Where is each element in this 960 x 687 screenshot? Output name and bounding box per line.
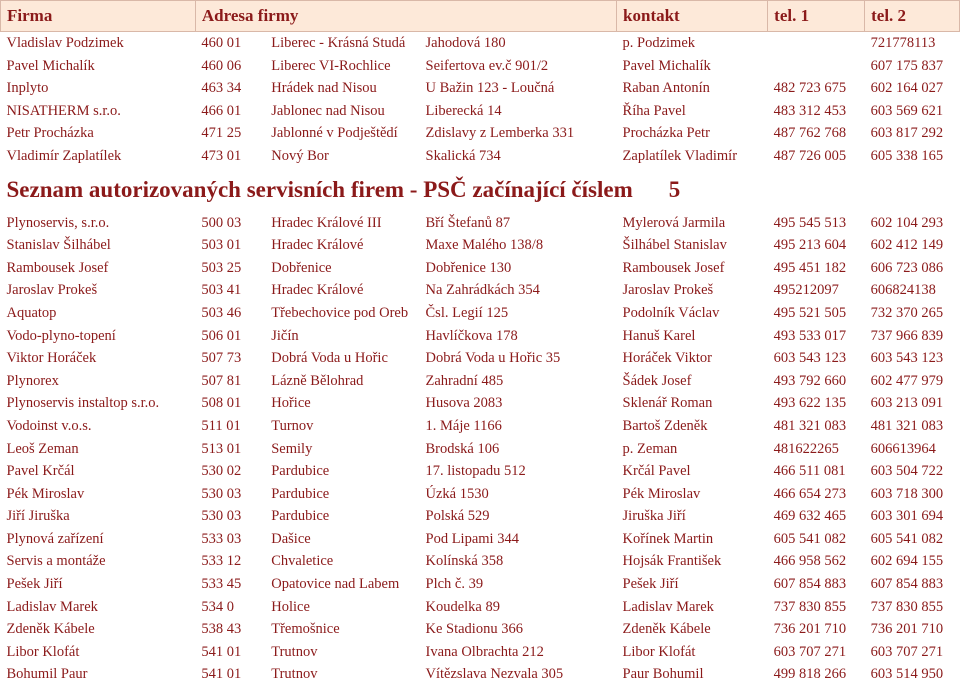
table-row [1,505,960,528]
cell-ulice: Dobrá Voda u Hořic 35 [425,350,561,367]
cell-mesto: Opatovice nad Labem [271,576,400,593]
table-row [1,528,960,551]
table-row [1,302,960,325]
cell-kontakt: Zdeněk Kábele [622,621,711,638]
cell-tel2: 606824138 [870,282,936,299]
cell-firma: Jaroslav Prokeš [6,282,98,299]
table-row [1,212,960,235]
cell-kontakt: Hanuš Karel [622,327,696,344]
cell-tel2: 603 569 621 [870,102,944,119]
cell-firma: Plynoservis, s.r.o. [6,214,110,231]
cell-ulice: Husova 2083 [425,395,503,412]
table-row [1,550,960,573]
header-tel2: tel. 2 [865,1,960,32]
cell-psc: 530 03 [201,508,242,525]
cell-psc: 503 41 [201,282,242,299]
section-heading [1,168,960,212]
section-title: Seznam autorizovaných servisních firem - PSČ začínající číslem [6,176,633,202]
cell-psc: 538 43 [201,621,242,638]
cell-tel1: 499 818 266 [773,666,847,683]
cell-firma: NISATHERM s.r.o. [6,102,121,119]
cell-ulice: Brodská 106 [425,440,500,457]
cell-psc: 466 01 [201,102,242,119]
cell-ulice: Pod Lipami 344 [425,530,519,547]
cell-tel1: 495212097 [773,282,839,299]
cell-firma: Zdeněk Kábele [6,621,95,638]
cell-ulice: Čsl. Legií 125 [425,304,509,321]
cell-kontakt: Pék Miroslav [622,485,701,502]
table-row [1,460,960,483]
cell-firma: Viktor Horáček [6,350,97,367]
cell-mesto: Hradec Králové III [271,214,382,231]
cell-mesto: Jičín [271,327,299,344]
cell-mesto: Třemošnice [271,621,340,638]
cell-kontakt: Jaroslav Prokeš [622,282,714,299]
cell-tel1: 495 545 513 [773,214,847,231]
cell-mesto: Pardubice [271,463,330,480]
cell-tel2: 603 817 292 [870,125,944,142]
cell-firma: Bohumil Paur [6,666,88,683]
cell-kontakt: p. Podzimek [622,35,696,51]
cell-ulice: Zdislavy z Lemberka 331 [425,125,575,142]
cell-firma: Vladislav Podzimek [6,35,124,51]
cell-psc: 541 01 [201,666,242,683]
header-adresa: Adresa firmy [195,1,616,32]
table-row [1,392,960,415]
cell-psc: 471 25 [201,125,242,142]
cell-ulice: Plch č. 39 [425,576,484,593]
header-row [1,1,960,32]
cell-tel2: 603 514 950 [870,666,944,683]
cell-psc: 506 01 [201,327,242,344]
cell-ulice: Zahradní 485 [425,372,504,389]
cell-mesto: Dobrá Voda u Hořic [271,350,388,367]
cell-kontakt: Horáček Viktor [622,350,712,367]
table-row [1,483,960,506]
cell-kontakt: Pavel Michalík [622,57,711,74]
cell-kontakt: Raban Antonín [622,80,710,97]
cell-tel2: 603 718 300 [870,485,944,502]
cell-mesto: Pardubice [271,508,330,525]
cell-firma: Vodo-plyno-topení [6,327,116,344]
cell-kontakt: Mylerová Jarmila [622,214,726,231]
cell-firma: Leoš Zeman [6,440,79,457]
cell-tel2: 603 707 271 [870,643,944,660]
cell-ulice: Seifertova ev.č 901/2 [425,57,549,74]
cell-psc: 503 25 [201,259,242,276]
cell-psc: 513 01 [201,440,242,457]
cell-tel2: 481 321 083 [870,417,944,434]
cell-firma: Stanislav Šilhábel [6,237,111,254]
cell-kontakt: Šilhábel Stanislav [622,237,727,254]
cell-firma: Pešek Jiří [6,576,63,593]
cell-mesto: Dobřenice [271,259,332,276]
header-firma: Firma [1,1,196,32]
cell-kontakt: Podolník Václav [622,304,720,321]
cell-ulice: Úzká 1530 [425,485,489,502]
cell-tel1: 493 792 660 [773,372,847,389]
cell-tel1: 469 632 465 [773,508,847,525]
cell-tel1: 487 762 768 [773,125,847,142]
cell-ulice: Polská 529 [425,508,490,525]
table-row [1,663,960,686]
cell-mesto: Pardubice [271,485,330,502]
cell-tel2: 721778113 [870,35,936,51]
cell-tel1: 481622265 [773,440,839,457]
cell-kontakt: p. Zeman [622,440,678,457]
cell-tel2: 606 723 086 [870,259,944,276]
cell-ulice: Jahodová 180 [425,35,506,51]
cell-kontakt: Šádek Josef [622,372,692,389]
table-row [1,234,960,257]
table-row [1,415,960,438]
cell-psc: 533 12 [201,553,242,570]
cell-firma: Plynová zařízení [6,530,104,547]
cell-mesto: Jablonec nad Nisou [271,102,385,119]
table-row [1,618,960,641]
cell-tel2: 737 966 839 [870,327,944,344]
cell-tel1: 603 543 123 [773,350,847,367]
cell-ulice: Koudelka 89 [425,598,500,615]
cell-ulice: Maxe Malého 138/8 [425,237,544,254]
cell-tel1: 607 854 883 [773,576,847,593]
cell-psc: 507 81 [201,372,242,389]
cell-mesto: Holice [271,598,310,615]
cell-mesto: Turnov [271,417,314,434]
cell-tel2: 607 175 837 [870,57,944,74]
cell-kontakt: Bartoš Zdeněk [622,417,708,434]
cell-firma: Servis a montáže [6,553,106,570]
cell-kontakt: Sklenář Roman [622,395,713,412]
cell-tel2: 602 477 979 [870,372,944,389]
cell-psc: 463 34 [201,80,242,97]
cell-kontakt: Zaplatílek Vladimír [622,147,738,164]
cell-kontakt: Ladislav Marek [622,598,714,615]
cell-firma: Aquatop [6,304,57,321]
cell-psc: 503 01 [201,237,242,254]
cell-psc: 530 03 [201,485,242,502]
cell-mesto: Hradec Králové [271,237,364,254]
cell-psc: 503 46 [201,304,242,321]
cell-tel2: 605 541 082 [870,530,944,547]
cell-tel1: 481 321 083 [773,417,847,434]
section-row [1,168,960,212]
cell-tel2: 602 104 293 [870,214,944,231]
cell-kontakt: Libor Klofát [622,643,696,660]
cell-firma: Plynoservis instaltop s.r.o. [6,395,160,412]
cell-mesto: Semily [271,440,313,457]
cell-tel1: 495 521 505 [773,304,847,321]
cell-tel1: 493 533 017 [773,327,847,344]
cell-tel2: 603 213 091 [870,395,944,412]
cell-tel1: 605 541 082 [773,530,847,547]
cell-tel1: 466 511 081 [773,463,846,480]
cell-tel2: 603 504 722 [870,463,944,480]
table-row [1,347,960,370]
table-row [1,325,960,348]
header-tel1: tel. 1 [768,1,865,32]
cell-tel2: 603 543 123 [870,350,944,367]
cell-tel1 [768,32,865,55]
cell-mesto: Lázně Bělohrad [271,372,364,389]
cell-ulice: U Bažin 123 - Loučná [425,80,555,97]
cell-firma: Inplyto [6,80,49,97]
cell-kontakt: Jiruška Jiří [622,508,686,525]
cell-ulice: 17. listopadu 512 [425,463,526,480]
cell-mesto: Liberec VI-Rochlice [271,57,391,74]
cell-kontakt: Kořínek Martin [622,530,714,547]
cell-firma: Vodoinst v.o.s. [6,417,92,434]
cell-ulice: 1. Máje 1166 [425,417,502,434]
cell-psc: 508 01 [201,395,242,412]
cell-mesto: Dašice [271,530,311,547]
cell-firma: Pavel Michalík [6,57,95,74]
cell-kontakt: Rambousek Josef [622,259,725,276]
cell-kontakt: Říha Pavel [622,102,686,119]
cell-tel2: 732 370 265 [870,304,944,321]
table-row [1,32,960,55]
cell-psc: 500 03 [201,214,242,231]
table-row [1,145,960,168]
table-row [1,370,960,393]
cell-ulice: Liberecká 14 [425,102,502,119]
cell-tel1: 483 312 453 [773,102,847,119]
cell-psc: 473 01 [201,147,242,164]
cell-tel2: 605 338 165 [870,147,944,164]
cell-mesto: Trutnov [271,666,318,683]
cell-tel2: 602 412 149 [870,237,944,254]
table-row [1,55,960,78]
table-row [1,438,960,461]
cell-tel1: 482 723 675 [773,80,847,97]
table-row [1,279,960,302]
table-row [1,77,960,100]
cell-kontakt: Paur Bohumil [622,666,704,683]
header-kontakt: kontakt [617,1,768,32]
cell-psc: 533 03 [201,530,242,547]
cell-ulice: Na Zahrádkách 354 [425,282,540,299]
cell-firma: Plynorex [6,372,59,389]
cell-kontakt: Pešek Jiří [622,576,679,593]
table-row [1,596,960,619]
table-row [1,122,960,145]
cell-tel1: 736 201 710 [773,621,847,638]
cell-tel2: 602 694 155 [870,553,944,570]
cell-tel2: 607 854 883 [870,576,944,593]
table-row [1,573,960,596]
cell-ulice: Kolínská 358 [425,553,504,570]
cell-psc: 460 06 [201,57,242,74]
cell-mesto: Nový Bor [271,147,329,164]
cell-firma: Petr Procházka [6,125,94,142]
cell-ulice: Bří Štefanů 87 [425,214,511,231]
cell-ulice: Ke Stadionu 366 [425,621,523,638]
cell-mesto: Liberec - Krásná Studá [271,35,406,51]
cell-psc: 534 0 [201,598,235,615]
cell-psc: 460 01 [201,35,242,51]
cell-tel1: 603 707 271 [773,643,847,660]
cell-tel2: 737 830 855 [870,598,944,615]
cell-mesto: Chvaletice [271,553,334,570]
cell-psc: 530 02 [201,463,242,480]
cell-firma: Libor Klofát [6,643,80,660]
cell-tel1: 495 451 182 [773,259,847,276]
cell-tel1 [768,55,865,78]
cell-kontakt: Krčál Pavel [622,463,691,480]
cell-mesto: Hořice [271,395,311,412]
table-row [1,100,960,123]
cell-psc: 507 73 [201,350,242,367]
cell-psc: 511 01 [201,417,241,434]
cell-mesto: Trutnov [271,643,318,660]
cell-psc: 533 45 [201,576,242,593]
cell-tel2: 606613964 [870,440,936,457]
cell-ulice: Ivana Olbrachta 212 [425,643,544,660]
cell-tel2: 736 201 710 [870,621,944,638]
cell-ulice: Vítězslava Nezvala 305 [425,666,564,683]
cell-mesto: Hrádek nad Nisou [271,80,377,97]
table-row [1,257,960,280]
cell-firma: Rambousek Josef [6,259,109,276]
cell-firma: Ladislav Marek [6,598,98,615]
cell-mesto: Jablonné v Podještědí [271,125,398,142]
cell-ulice: Dobřenice 130 [425,259,512,276]
cell-tel1: 493 622 135 [773,395,847,412]
cell-firma: Pék Miroslav [6,485,85,502]
cell-mesto: Hradec Králové [271,282,364,299]
cell-kontakt: Procházka Petr [622,125,710,142]
cell-ulice: Skalická 734 [425,147,501,164]
cell-tel1: 466 654 273 [773,485,847,502]
cell-firma: Pavel Krčál [6,463,75,480]
cell-firma: Vladimír Zaplatílek [6,147,122,164]
cell-tel1: 487 726 005 [773,147,847,164]
cell-firma: Jiří Jiruška [6,508,70,525]
cell-tel1: 466 958 562 [773,553,847,570]
cell-tel2: 602 164 027 [870,80,944,97]
cell-kontakt: Hojsák František [622,553,722,570]
cell-tel1: 495 213 604 [773,237,847,254]
table-row [1,641,960,664]
cell-tel1: 737 830 855 [773,598,847,615]
cell-psc: 541 01 [201,643,242,660]
cell-tel2: 603 301 694 [870,508,944,525]
section-number: 5 [668,176,681,202]
cell-ulice: Havlíčkova 178 [425,327,518,344]
cell-mesto: Třebechovice pod Oreb [271,304,409,321]
